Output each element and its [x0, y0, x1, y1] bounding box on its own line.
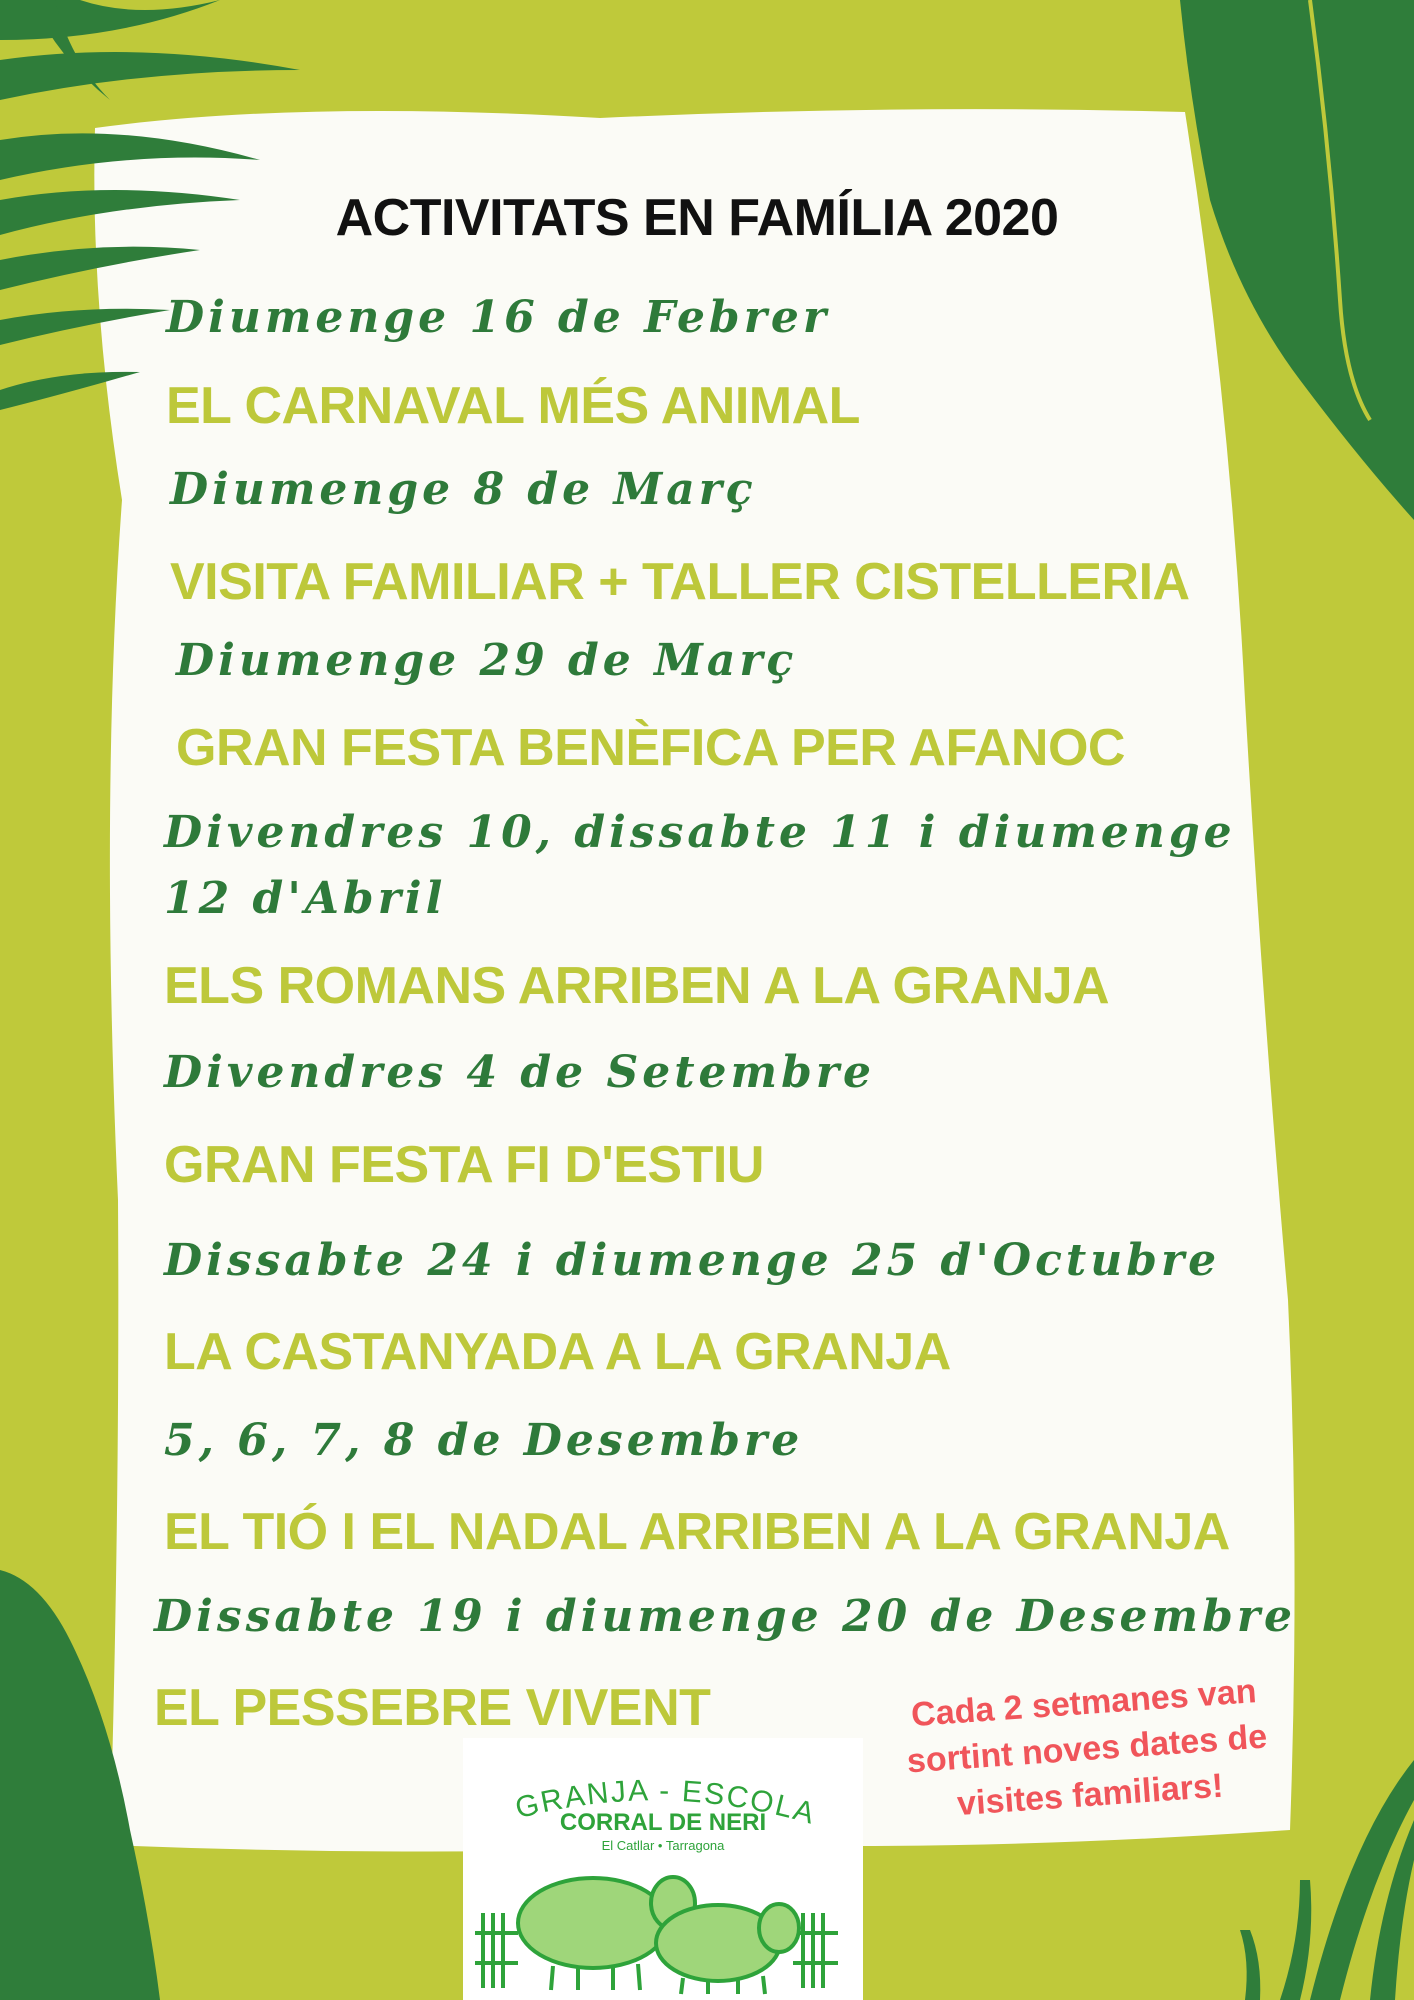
farm-school-logo — [463, 1738, 863, 2000]
event-date: Diumenge 16 de Febrer — [166, 292, 831, 343]
new-dates-note: Cada 2 setmanes van sortint noves dates de visites familiars! — [905, 1672, 1269, 1824]
event-activity: LA CASTANYADA A LA GRANJA — [164, 1323, 951, 1381]
event-date: Dissabte 19 i diumenge 20 de Desembre — [154, 1591, 1297, 1642]
event-activity: GRAN FESTA FI D'ESTIU — [164, 1136, 764, 1194]
event-activity: GRAN FESTA BENÈFICA PER AFANOC — [176, 719, 1125, 777]
poster-title: ACTIVITATS EN FAMÍLIA 2020 — [335, 189, 1059, 247]
event-activity: EL PESSEBRE VIVENT — [154, 1679, 711, 1737]
event-activity: EL CARNAVAL MÉS ANIMAL — [166, 377, 860, 435]
event-date: Diumenge 29 de Març — [176, 635, 798, 686]
event-activity: ELS ROMANS ARRIBEN A LA GRANJA — [164, 957, 1110, 1015]
event-activity: VISITA FAMILIAR + TALLER CISTELLERIA — [170, 553, 1190, 611]
sheep-illustration-icon — [475, 1877, 838, 1994]
event-date: Divendres 10, dissabte 11 i diumenge 12 d'Abril — [164, 807, 1236, 924]
event-date: Divendres 4 de Setembre — [164, 1047, 876, 1098]
event-activity: EL TIÓ I EL NADAL ARRIBEN A LA GRANJA — [164, 1503, 1230, 1561]
event-date: 5, 6, 7, 8 de Desembre — [164, 1415, 804, 1466]
logo-line2: CORRAL DE NERI — [559, 1809, 767, 1836]
event-date: Dissabte 24 i diumenge 25 d'Octubre — [164, 1235, 1221, 1286]
logo-line3: El Catllar • Tarragona — [601, 1838, 725, 1853]
logo-line1: GRANJA - ESCOLA — [512, 1774, 820, 1832]
event-date: Diumenge 8 de Març — [170, 464, 757, 515]
